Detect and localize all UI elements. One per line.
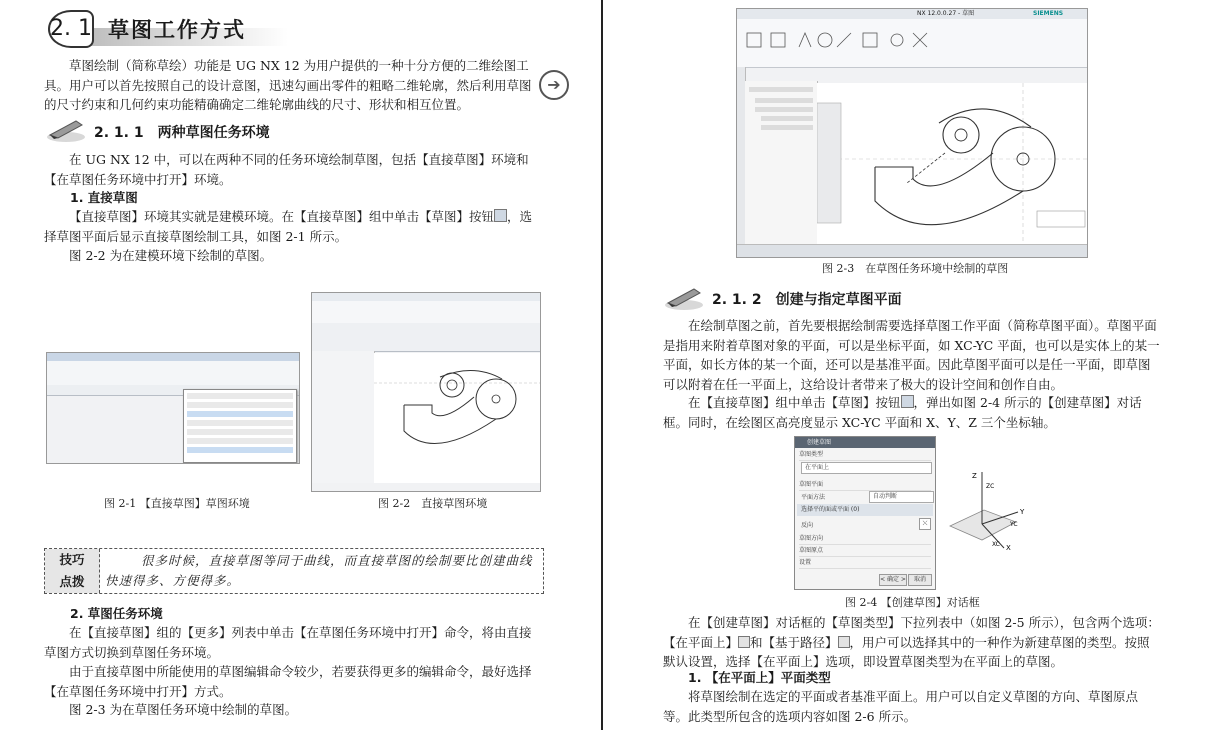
- on-plane-paragraph: 将草图绘制在选定的平面或者基准平面上。用户可以自定义草图的方向、草图原点等。此类型所包含的选项内容如图 2-6 所示。: [663, 689, 1139, 724]
- coordinate-axes-graphic: [944, 466, 1030, 556]
- left-page: [0, 0, 600, 730]
- sketch-type-select[interactable]: 在平面上: [801, 462, 932, 474]
- caption-fig-2-3: 图 2-3 在草图任务环境中绘制的草图: [822, 262, 1009, 275]
- reverse-direction-icon[interactable]: ⤬: [919, 518, 931, 530]
- sketch-button-icon: [901, 395, 914, 408]
- subsection-title-2: 2. 1. 2 创建与指定草图平面: [712, 292, 902, 308]
- pen-icon: [46, 117, 86, 143]
- task-paragraph-1: 在【直接草图】组的【更多】列表中单击【在草图任务环境中打开】命令，将由直接草图方式切换到草图任务环境。: [44, 625, 532, 660]
- type-paragraph: 在【创建草图】对话框的【草图类型】下拉列表中（如图 2-5 所示），包含两个选项：【在平面上】 和【基于路径】 ，用户可以选择其中的一种作为新建草图的类型。按照默认设置，选择【在平面上】选项，即设置草图类型为在平面上的草图。: [663, 615, 1160, 669]
- nx-window-title: NX 12.0.0.27 - 草图: [917, 10, 975, 17]
- group-settings[interactable]: 设置: [799, 558, 931, 569]
- caption-fig-2-4: 图 2-4 【创建草图】对话框: [845, 596, 980, 609]
- plane-paragraph-1: 在绘制草图之前，首先要根据绘制需要选择草图工作平面（简称草图平面）。草图平面是指用来附着草图对象的平面，可以是坐标平面，如 XC-YC 平面，也可以是实体上的某一平面，如长方体的某一个面，还可以是基准平面。因此草图平面可以是任一平面，即草图可以附着在任一平面上，这给设计者带来了极大的设计空间和创作自由。: [663, 318, 1160, 392]
- axis-label-xc: XC: [992, 541, 1000, 548]
- figure-2-2: [311, 292, 541, 492]
- axis-label-zc: ZC: [986, 483, 995, 490]
- figure-2-1: [46, 352, 300, 464]
- reverse-label: 反向: [801, 522, 814, 529]
- caption-fig-2-2: 图 2-2 直接草图环境: [378, 497, 488, 510]
- plane-paragraph-2: 在【直接草图】组中单击【草图】按钮 ，弹出如图 2-4 所示的【创建草图】对话框。同时，在绘图区高亮度显示 XC-YC 平面和 X、Y、Z 三个坐标轴。: [663, 395, 1142, 430]
- arrow-right-icon: ➔: [539, 70, 569, 100]
- tip-box: [44, 548, 544, 594]
- axis-label-y: Y: [1020, 508, 1025, 516]
- plane-method-select[interactable]: 自动判断: [869, 491, 934, 503]
- group-sketch-plane[interactable]: 草图平面: [799, 480, 931, 491]
- cancel-button[interactable]: 取消: [908, 574, 932, 586]
- pen-icon: [664, 285, 704, 311]
- sub1-paragraph: 在 UG NX 12 中，可以在两种不同的任务环境绘制草图，包括【直接草图】环境和【在草图任务环境中打开】环境。: [44, 152, 529, 187]
- book-spine: [601, 0, 603, 730]
- section-title: 草图工作方式: [108, 18, 246, 42]
- heading-task-env: 2. 草图任务环境: [70, 606, 163, 621]
- select-plane-row[interactable]: 选择平的面或平面 (0): [797, 504, 933, 516]
- figure-2-3: [736, 8, 1088, 258]
- heading-on-plane: 1. 【在平面上】平面类型: [688, 670, 831, 685]
- create-sketch-dialog: [794, 436, 936, 590]
- group-sketch-origin[interactable]: 草图原点: [799, 546, 931, 557]
- part-navigator: [745, 81, 818, 245]
- intro-paragraph: 草图绘制（简称草绘）功能是 UG NX 12 为用户提供的一种十分方便的二维绘图工具。用户可以首先按照自己的设计意图，迅速勾画出零件的粗略二维轮廓，然后利用草图的尺寸约束和几何约束功能精确确定二维轮廓曲线的尺寸、形状和相互位置。: [44, 58, 532, 112]
- tip-text: 很多时候，直接草图等同于曲线，而直接草图的绘制要比创建曲线快速得多、方便得多。: [105, 553, 533, 588]
- axis-label-x: X: [1006, 544, 1011, 552]
- caption-fig-2-1: 图 2-1 【直接草图】草图环境: [104, 497, 250, 510]
- group-sketch-orientation[interactable]: 草图方向: [799, 534, 931, 545]
- siemens-logo: SIEMENS: [1033, 10, 1064, 17]
- dialog-title: 创建草图: [795, 437, 935, 448]
- on-plane-icon: [738, 636, 750, 648]
- axis-label-z: Z: [972, 472, 977, 480]
- plane-method-label: 平面方法: [801, 494, 826, 501]
- ribbon-toolbar: [737, 19, 1087, 68]
- more-dropdown-menu: [183, 389, 297, 463]
- task-paragraph-2: 由于直接草图中所能使用的草图编辑命令较少，若要获得更多的编辑命令，最好选择【在草图任务环境中打开】方式。: [44, 664, 532, 699]
- axis-label-yc: YC: [1010, 521, 1018, 528]
- sketch-drawing-large: [817, 83, 1087, 245]
- on-path-icon: [838, 636, 850, 648]
- group-sketch-type[interactable]: 草图类型: [799, 450, 931, 461]
- sketch-drawing-small: [374, 353, 540, 483]
- subsection-title-1: 2. 1. 1 两种草图任务环境: [94, 125, 270, 141]
- sketch-button-icon: [494, 209, 507, 222]
- task-paragraph-3: 图 2-3 为在草图任务环境中绘制的草图。: [69, 702, 298, 717]
- heading-direct-sketch: 1. 直接草图: [70, 190, 138, 205]
- fig22-reference: 图 2-2 为在建模环境下绘制的草图。: [69, 248, 273, 263]
- tip-label: 技巧 点拨: [45, 549, 100, 593]
- direct-sketch-paragraph: 【直接草图】环境其实就是建模环境。在【直接草图】组中单击【草图】按钮 ，选择草图平面后显示直接草图绘制工具，如图 2-1 所示。: [44, 209, 533, 244]
- section-number: 2. 1: [48, 10, 94, 48]
- ok-button[interactable]: < 确定 >: [879, 574, 907, 586]
